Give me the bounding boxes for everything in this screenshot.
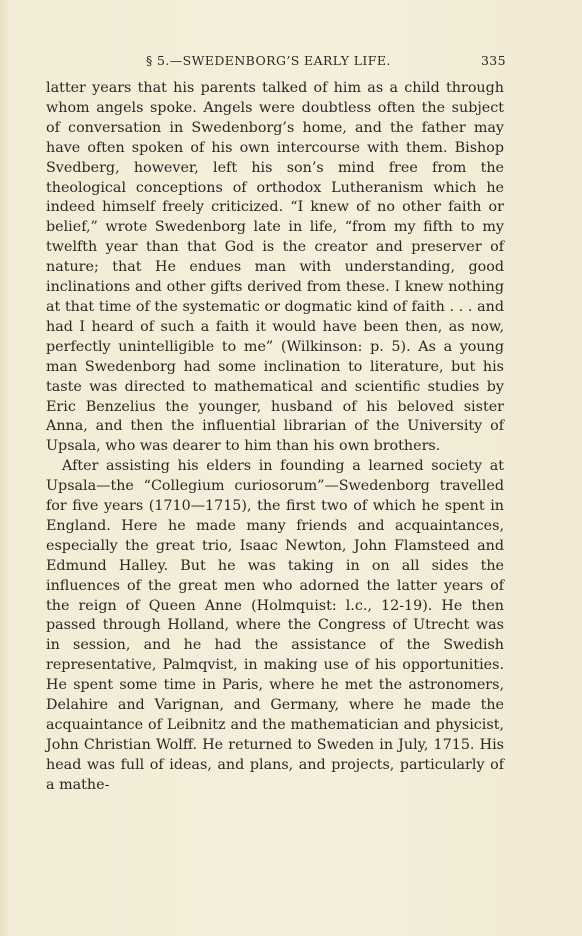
body-text [46,79,504,796]
running-head [46,53,506,73]
paragraph: After assisting his elders in founding a learned society at Upsala—the “Collegium curiosorum”—Swedenborg travelled for five years (1710—1715), the first two of which he spent in England. Here he made many friends and acquaintances, especially the great trio, Isaac Newton, John Flamsteed and Edmund Halley. But he was taking in on all sides the influences of the great men who adorned the latter years of the reign of Queen Anne (Holmquist: l.c., 12-19). He then passed through Holland, where the Congress of Utrecht was in session, and he had the assistance of the Swedish representative, Palmqvist, in making use of his opportunities. He spent some time in Paris, where he met the astronomers, Delahire and Varignan, and Germany, where he made the acquaintance of Leibnitz and the mathematician and physicist, John Christian Wolff. He returned to Sweden in July, 1715. His head was full of ideas, and plans, and projects, particularly of a mathe- [46,458,504,793]
page-number: 335 [480,53,506,68]
paragraph-continued: latter years that his parents talked of him as a child through whom angels spoke. Angels were doubtless often the subject of conversation in Swedenborg’s home, and the father may have often spoken of his own intercourse with them. Bishop Svedberg, however, left his son’s mind free from the theological conceptions of orthodox Lutheranism which he indeed himself freely criticized. “I knew of no other faith or belief,” wrote Swedenborg late in life, “from my fifth to my twelfth year than that God is the creator and preserver of nature; that He endues man with understanding, good inclinations and other gifts derived from these. I knew nothing at that time of the systematic or dogmatic kind of faith . . . and had I heard of such a faith it would have been then, as now, perfectly unintelligible to me” (Wilkinson: p. 5). As a young man Swedenborg had some inclination to literature, but his taste was directed to mathematical and scientific studies by Eric Benzelius the younger, husband of his beloved sister Anna, and then the influential librarian of the University of Upsala, who was dearer to him than his own brothers. [46,80,504,455]
running-title: § 5.—SWEDENBORG’S EARLY LIFE. [146,53,391,68]
